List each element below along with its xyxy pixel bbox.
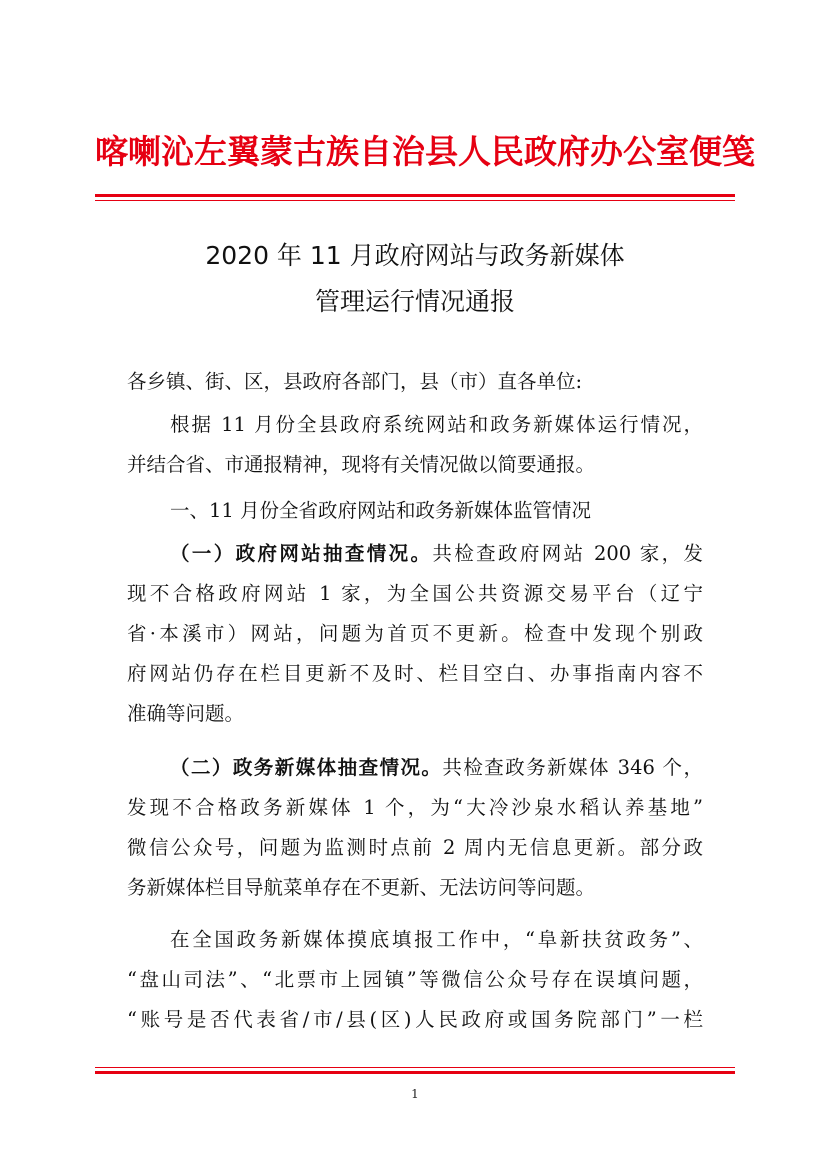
subsection-2-line-1-rest: 共检查政务新媒体 346 个， — [442, 756, 703, 779]
subsection-1-line-3: 省·本溪市）网站，问题为首页不更新。检查中发现个别政 — [127, 622, 703, 645]
section-1-heading — [127, 491, 703, 531]
subsection-2-paragraph — [127, 748, 703, 908]
letterhead-rule-thin — [95, 200, 735, 201]
subsection-2-line-3: 微信公众号，问题为监测时点前 2 周内无信息更新。部分政 — [127, 836, 703, 859]
subsection-1-line-1-rest: 共检查政府网站 200 家，发 — [432, 542, 703, 565]
paragraph-3-line-2: “盘山司法”、“北票市上园镇”等微信公众号存在误填问题， — [127, 968, 703, 991]
subsection-1-line-2: 现不合格政府网站 1 家，为全国公共资源交易平台（辽宁 — [127, 582, 703, 605]
paragraph-3-line-1: 在全国政务新媒体摸底填报工作中，“阜新扶贫政务”、 — [170, 928, 703, 951]
intro-line-1: 根据 11 月份全县政府系统网站和政务新媒体运行情况， — [170, 413, 703, 436]
letterhead-rule-thick — [95, 194, 735, 197]
letterhead-title: 喀喇沁左翼蒙古族自治县人民政府办公室便笺 — [95, 132, 755, 171]
paragraph-3 — [127, 920, 703, 1040]
section-1-heading-text: 一、11 月份全省政府网站和政务新媒体监管情况 — [170, 499, 592, 522]
page-number: 1 — [411, 1087, 419, 1101]
subsection-1-paragraph — [127, 534, 703, 734]
subsection-2-line-1 — [127, 748, 703, 788]
footer-rule-thin — [95, 1067, 735, 1068]
footer-rule-thick — [95, 1071, 735, 1074]
intro-paragraph — [127, 405, 703, 485]
paragraph-3-line-3: “账号是否代表省/市/县(区)人民政府或国务院部门”一栏 — [127, 1008, 703, 1031]
salutation-text: 各乡镇、街、区，县政府各部门，县（市）直各单位: — [127, 370, 583, 393]
subsection-2-heading: （二）政务新媒体抽查情况。 — [170, 756, 443, 779]
document-title-line-1: 2020 年 11 月政府网站与政务新媒体 — [205, 241, 625, 270]
subsection-2-line-4: 务新媒体栏目导航菜单存在不更新、无法访问等问题。 — [127, 876, 596, 899]
subsection-1-line-1 — [127, 534, 703, 574]
subsection-2-line-2: 发现不合格政务新媒体 1 个，为“大冷沙泉水稻认养基地” — [127, 796, 703, 819]
subsection-1-line-5: 准确等问题。 — [127, 702, 245, 725]
subsection-1-line-4: 府网站仍存在栏目更新不及时、栏目空白、办事指南内容不 — [127, 662, 703, 685]
salutation — [127, 362, 703, 402]
document-title-line-2: 管理运行情况通报 — [314, 287, 515, 316]
subsection-1-heading: （一）政府网站抽查情况。 — [170, 542, 433, 565]
intro-line-2: 并结合省、市通报精神，现将有关情况做以简要通报。 — [127, 453, 596, 476]
